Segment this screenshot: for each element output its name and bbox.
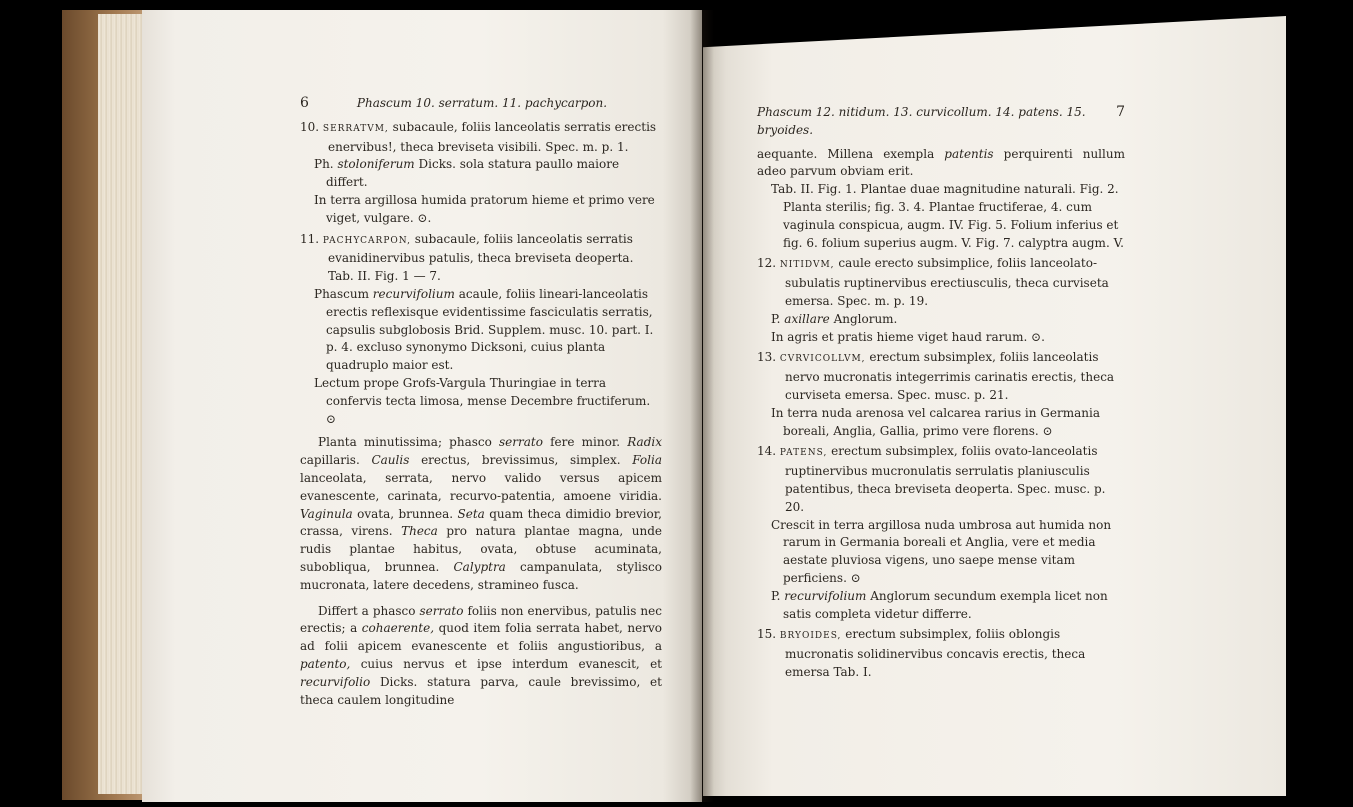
- species-name: BRYOIDES,: [779, 631, 842, 642]
- entry-10: 10. SERRATVM, subacaule, foliis lanceolatis serratis erectis enervibus!, theca breviseta visibili. Spec. m. p. 1.: [300, 119, 657, 154]
- page-number: 7: [1116, 104, 1125, 120]
- species-name: SERRATVM,: [322, 123, 389, 134]
- right-running-head: [757, 104, 1125, 140]
- left-running-head: [300, 95, 662, 113]
- entry-15: 15. BRYOIDES, erectum subsimplex, foliis oblongis mucronatis solidinervibus concavis erectis, theca emersa Tab. I.: [757, 627, 1086, 679]
- right-page-text: [757, 104, 1125, 682]
- running-head-title: Phascum 10. serratum. 11. pachycarpon.: [356, 96, 608, 110]
- entry-10-synonym: Ph. stoloniferum Dicks. sola statura paullo maiore differt.: [314, 157, 620, 190]
- entry-12-synonym: P. axillare Anglorum.: [771, 311, 898, 326]
- running-head-title: Phascum 12. nitidum. 13. curvicollum. 14. patens. 15. bryoides.: [757, 105, 1086, 137]
- entry-10-habitat: In terra argillosa humida pratorum hieme et primo vere viget, vulgare. ⊙.: [314, 192, 655, 225]
- entry-14-synonym: P. recurvifolium Anglorum secundum exempla licet non satis completa videtur differre.: [771, 588, 1108, 621]
- entry-12-habitat: In agris et pratis hieme viget haud rarum. ⊙.: [771, 329, 1045, 344]
- entry-14-habitat: Crescit in terra argillosa nuda umbrosa aut humida non rarum in Germania boreali et Anglia, vere et media aestate pluviosa vigens, uno saepe mense vitam perficiens. ⊙: [771, 517, 1112, 585]
- entry-12: 12. NITIDVM, caule erecto subsimplice, foliis lanceolato-subulatis ruptinervibus erectiusculis, theca curviseta emersa. Spec. m. p. 19.: [757, 256, 1109, 308]
- plate-explanation: Tab. II. Fig. 1. Plantae duae magnitudine naturali. Fig. 2. Planta sterilis; fig. 3. 4. Plantae fructiferae, 4. cum vaginula conspicua, augm. IV. Fig. 5. Folium inferius et fig. 6. folium superius augm. V. Fig. 7. calyptra augm. V.: [771, 182, 1124, 250]
- comparison-paragraph: Differt a phasco serrato foliis non enervibus, patulis nec erectis; a cohaerente, quod item folia serrata habet, nervo ad folii apicem evanescente et foliis angustioribus, a patento, cuius nervus et ipse interdum evanescit, et recurvifolio Dicks. statura parva, caule brevissimo, et theca caulem longitudine: [300, 603, 662, 707]
- entry-11-synonym: Phascum recurvifolium acaule, foliis lineari-lanceolatis erectis reflexisque evidentissime fasciculatis serratis, capsulis subglobosis Brid. Supplem. musc. 10. part. I. p. 4. excluso synonymo Dicksoni, cuius planta quadruplo maior est.: [314, 286, 654, 373]
- entry-13-habitat: In terra nuda arenosa vel calcarea rarius in Germania boreali, Anglia, Gallia, primo vere florens. ⊙: [771, 405, 1100, 438]
- species-name: NITIDVM,: [779, 260, 835, 271]
- description-paragraph: Planta minutissima; phasco serrato fere minor. Radix capillaris. Caulis erectus, brevissimus, simplex. Folia lanceolata, serrata, nervo valido versus apicem evanescente, carinata, recurvo-patentia, amoene viridia. Vaginula ovata, brunnea. Seta quam theca dimidio brevior, crassa, virens. Theca pro natura plantae magna, unde rudis plantae habitus, ovata, obtuse acuminata, subobliqua, brunnea. Calyptra campanulata, stylisco mucronata, latere decedens, stramineo fusca.: [300, 435, 662, 592]
- book-gutter: [690, 10, 714, 802]
- entry-14: 14. PATENS, erectum subsimplex, foliis ovato-lanceolatis ruptinervibus mucronulatis serrulatis planiusculis patentibus, theca breviseta deoperta. Spec. musc. p. 20.: [757, 444, 1106, 514]
- entry-11: 11. PACHYCARPON, subacaule, foliis lanceolatis serratis evanidinervibus patulis, theca breviseta deoperta. Tab. II. Fig. 1 — 7.: [300, 231, 634, 284]
- page-number: 6: [300, 95, 309, 111]
- continuation-paragraph: aequante. Millena exempla patentis perquirenti nullum adeo parvum obviam erit.: [757, 146, 1125, 179]
- entry-11-habitat: Lectum prope Grofs-Vargula Thuringiae in terra confervis tecta limosa, mense Decembre fructiferum. ⊙: [314, 375, 651, 426]
- left-page-text: [300, 95, 662, 709]
- species-name: PACHYCARPON,: [322, 235, 411, 246]
- entry-13: 13. CVRVICOLLVM, erectum subsimplex, foliis lanceolatis nervo mucronatis integerrimis carinatis erectis, theca curviseta emersa. Spec. musc. p. 21.: [757, 350, 1115, 402]
- species-name: PATENS,: [779, 448, 828, 459]
- species-name: CVRVICOLLVM,: [779, 354, 866, 365]
